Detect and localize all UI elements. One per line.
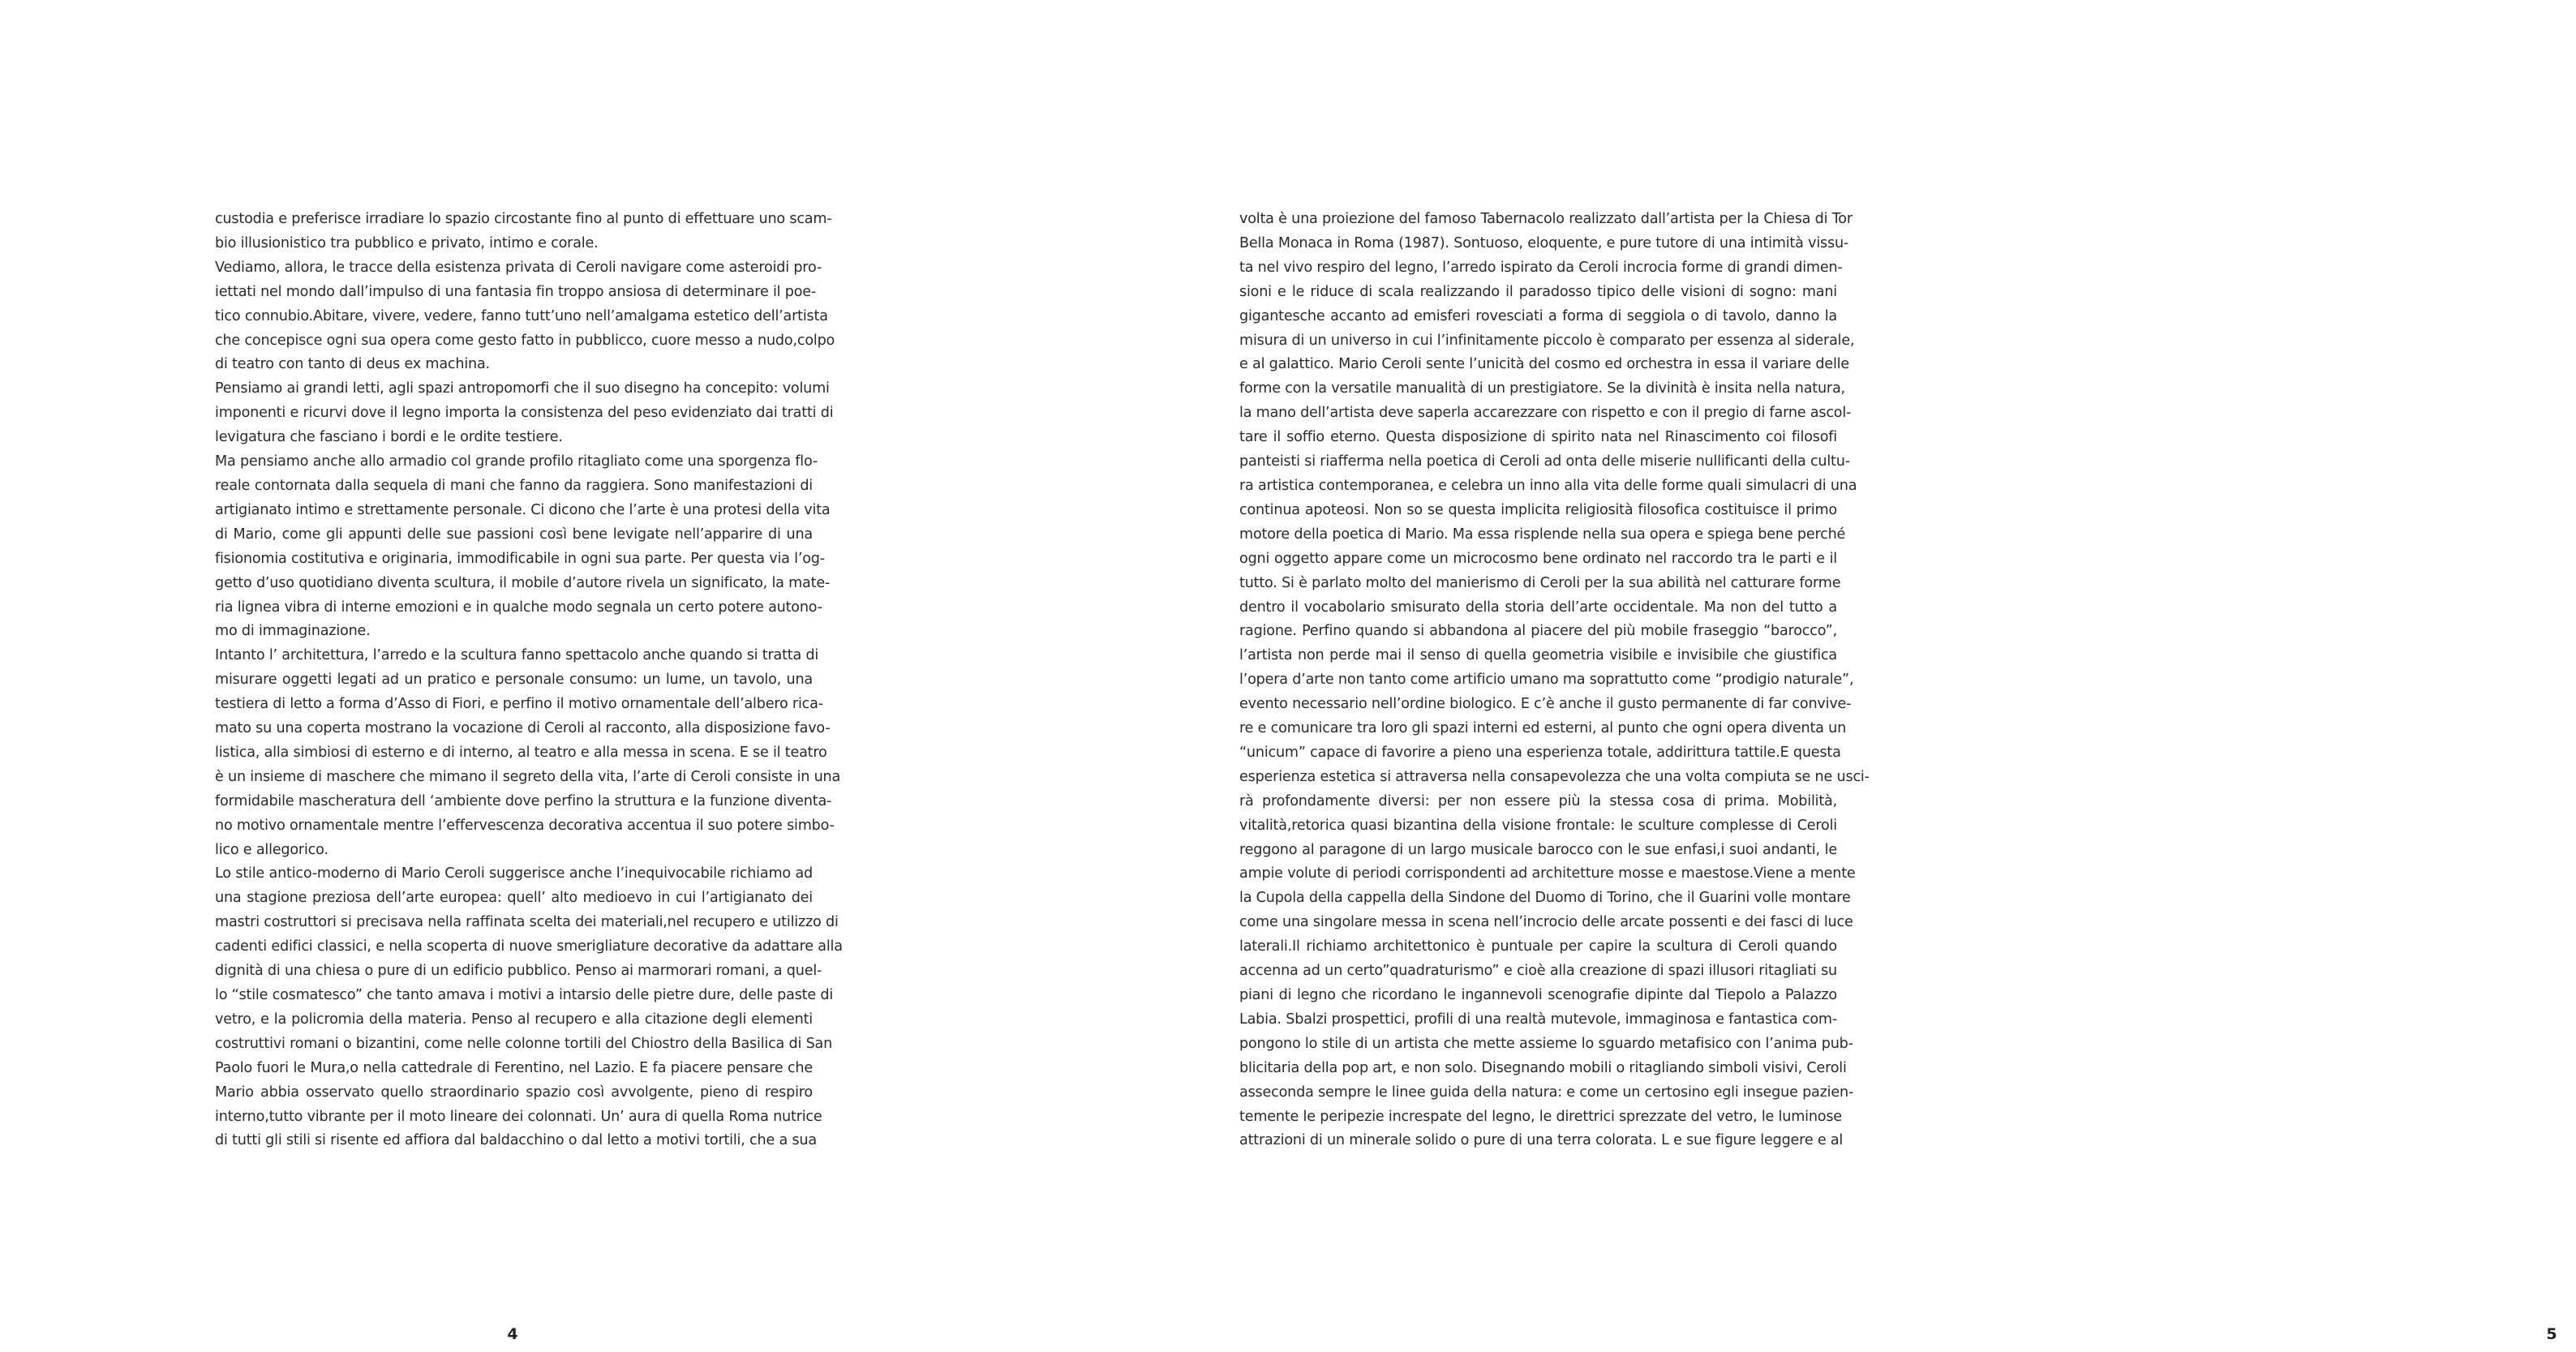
text-line: e al galattico. Mario Ceroli sente l’unicità del cosmo ed orchestra in essa il variare delle bbox=[1239, 356, 1849, 373]
text-line: l’artista non perde mai il senso di quella geometria visibile e invisibile che giustifica bbox=[1239, 647, 1837, 664]
text-line: una stagione preziosa dell’arte europea: quell’ alto medioevo in cui l’artigianato dei bbox=[215, 890, 813, 907]
text-line: mo di immaginazione. bbox=[215, 623, 371, 640]
text-line: forme con la versatile manualità di un prestigiatore. Se la divinità è insita nella natura, bbox=[1239, 380, 1845, 397]
text-line: Ma pensiamo anche allo armadio col grande profilo ritagliato come una sporgenza flo- bbox=[215, 453, 818, 470]
text-line: l’opera d’arte non tanto come artificio umano ma soprattutto come “prodigio naturale”, bbox=[1239, 672, 1854, 689]
text-line: tutto. Si è parlato molto del manierismo di Ceroli per la sua abilità nel catturare forme bbox=[1239, 574, 1841, 591]
text-line: Labia. Sbalzi prospettici, profili di una realtà mutevole, immaginosa e fantastica com- bbox=[1239, 1011, 1837, 1028]
right-page bbox=[1014, 0, 2557, 1352]
text-line: ampie volute di periodi corrispondenti ad architetture mosse e maestose.Viene a mente bbox=[1239, 865, 1856, 882]
text-line: reggono al paragone di un largo musicale barocco con le sue enfasi,i suoi andanti, le bbox=[1239, 841, 1837, 858]
text-line: ragione. Perfino quando si abbandona al piacere del più mobile fraseggio “barocco”, bbox=[1239, 623, 1837, 640]
text-line: Intanto l’ architettura, l’arredo e la scultura fanno spettacolo anche quando si tratta di bbox=[215, 647, 819, 664]
text-line: re e comunicare tra loro gli spazi interni ed esterni, al punto che ogni opera diventa un bbox=[1239, 720, 1847, 737]
text-line: cadenti edifici classici, e nella scoperta di nuove smerigliature decorative da adattare alla bbox=[215, 938, 843, 955]
text-line: custodia e preferisce irradiare lo spazio circostante fino al punto di effettuare uno scam- bbox=[215, 211, 832, 227]
text-line: asseconda sempre le linee guida della natura: e come un certosino egli insegue pazien- bbox=[1239, 1084, 1854, 1101]
right-page-number: 5 bbox=[2546, 1325, 2557, 1343]
left-page bbox=[0, 0, 1014, 1352]
text-line: volta è una proiezione del famoso Tabernacolo realizzato dall’artista per la Chiesa di Tor bbox=[1239, 211, 1853, 227]
text-line: rà profondamente diversi: per non essere più la stessa cosa di prima. Mobilità, bbox=[1239, 792, 1837, 809]
text-line: fisionomia costitutiva e originaria, immodificabile in ogni sua parte. Per questa via l’og- bbox=[215, 550, 825, 567]
text-line: no motivo ornamentale mentre l’effervescenza decorativa accentua il suo potere simbo- bbox=[215, 817, 835, 834]
text-line: testiera di letto a forma d’Asso di Fiori, e perfino il motivo ornamentale dell’albero rica- bbox=[215, 696, 823, 713]
right-page-body-text bbox=[1239, 208, 1870, 1153]
text-line: Paolo fuori le Mura,o nella cattedrale di Ferentino, nel Lazio. E fa piacere pensare che bbox=[215, 1059, 813, 1076]
text-line: di Mario, come gli appunti delle sue passioni così bene levigate nell’apparire di una bbox=[215, 526, 813, 543]
text-line: mastri costruttori si precisava nella raffinata scelta dei materiali,nel recupero e utilizzo di bbox=[215, 914, 839, 931]
text-line: “unicum” capace di favorire a pieno una esperienza totale, addirittura tattile.E questa bbox=[1239, 744, 1841, 761]
text-line: che concepisce ogni sua opera come gesto fatto in pubblicco, cuore messo a nudo,colpo bbox=[215, 332, 835, 349]
text-line: laterali.Il richiamo architettonico è puntuale per capire la scultura di Ceroli quando bbox=[1239, 938, 1837, 955]
text-line: reale contornata dalla sequela di mani che fanno da raggiera. Sono manifestazioni di bbox=[215, 477, 813, 494]
text-line: costruttivi romani o bizantini, come nelle colonne tortili del Chiostro della Basilica di San bbox=[215, 1035, 833, 1052]
text-line: Lo stile antico-moderno di Mario Ceroli suggerisce anche l’inequivocabile richiamo ad bbox=[215, 865, 813, 882]
text-line: è un insieme di maschere che mimano il segreto della vita, l’arte di Ceroli consiste in una bbox=[215, 768, 841, 785]
text-line: tico connubio.Abitare, vivere, vedere, fanno tutt’uno nell’amalgama estetico dell’artista bbox=[215, 307, 828, 324]
text-line: continua apoteosi. Non so se questa implicita religiosità filosofica costituisce il primo bbox=[1239, 501, 1837, 518]
text-line: dignità di una chiesa o pure di un edificio pubblico. Penso ai marmorari romani, a quel- bbox=[215, 963, 822, 980]
left-page-body-text bbox=[215, 208, 843, 1153]
text-line: accenna ad un certo”quadraturismo” e cioè alla creazione di spazi illusori ritagliati su bbox=[1239, 963, 1837, 980]
text-line: interno,tutto vibrante per il moto lineare dei colonnati. Un’ aura di quella Roma nutrice bbox=[215, 1108, 822, 1125]
text-line: gigantesche accanto ad emisferi rovesciati a forma di seggiola o di tavolo, danno la bbox=[1239, 307, 1837, 324]
text-line: evento necessario nell’ordine biologico. E c’è anche il gusto permanente di far convive- bbox=[1239, 696, 1852, 713]
text-line: temente le peripezie increspate del legno, le direttrici sprezzate del vetro, le luminose bbox=[1239, 1108, 1842, 1125]
text-line: vetro, e la policromia della materia. Penso al recupero e alla citazione degli elementi bbox=[215, 1011, 813, 1028]
text-line: misura di un universo in cui l’infinitamente piccolo è comparato per essenza al siderale, bbox=[1239, 332, 1855, 349]
text-line: motore della poetica di Mario. Ma essa risplende nella sua opera e spiega bene perché bbox=[1239, 526, 1846, 543]
text-line: ogni oggetto appare come un microcosmo bene ordinato nel raccordo tra le parti e il bbox=[1239, 550, 1837, 567]
text-line: getto d’uso quotidiano diventa scultura, il mobile d’autore rivela un significato, la mate- bbox=[215, 574, 831, 591]
text-line: esperienza estetica si attraversa nella consapevolezza che una volta compiuta se ne usci- bbox=[1239, 768, 1870, 785]
text-line: Vediamo, allora, le tracce della esistenza privata di Ceroli navigare come asteroidi pro- bbox=[215, 259, 822, 276]
text-line: di teatro con tanto di deus ex machina. bbox=[215, 356, 490, 373]
text-line: la Cupola della cappella della Sindone del Duomo di Torino, che il Guarini volle montare bbox=[1239, 890, 1851, 907]
text-line: formidabile mascheratura dell ‘ambiente dove perfino la struttura e la funzione diventa- bbox=[215, 792, 832, 809]
text-line: ta nel vivo respiro del legno, l’arredo ispirato da Ceroli incrocia forme di grandi dimen- bbox=[1239, 259, 1843, 276]
text-line: vitalità,retorica quasi bizantina della visione frontale: le sculture complesse di Ceroli bbox=[1239, 817, 1837, 834]
text-line: ra artistica contemporanea, e celebra un inno alla vita delle forme quali simulacri di una bbox=[1239, 477, 1857, 494]
text-line: tare il soffio eterno. Questa disposizione di spirito nata nel Rinascimento coi filosofi bbox=[1239, 429, 1837, 446]
text-line: lico e allegorico. bbox=[215, 841, 328, 858]
text-line: listica, alla simbiosi di esterno e di interno, al teatro e alla messa in scena. E se il teatro bbox=[215, 744, 827, 761]
text-line: bio illusionistico tra pubblico e privato, intimo e corale. bbox=[215, 234, 599, 251]
text-line: iettati nel mondo dall’impulso di una fantasia fin troppo ansiosa di determinare il poe- bbox=[215, 283, 817, 300]
left-page-number: 4 bbox=[507, 1325, 518, 1343]
text-line: piani di legno che ricordano le ingannevoli scenografie dipinte dal Tiepolo a Palazzo bbox=[1239, 987, 1837, 1003]
text-line: la mano dell’artista deve saperla accarezzare con rispetto e con il pregio di farne ascol- bbox=[1239, 405, 1852, 422]
text-line: panteisti si riafferma nella poetica di Ceroli ad onta delle miserie nullificanti della cultu- bbox=[1239, 453, 1850, 470]
text-line: sioni e le riduce di scala realizzando il paradosso tipico delle visioni di sogno: mani bbox=[1239, 283, 1837, 300]
text-line: attrazioni di un minerale solido o pure di una terra colorata. L e sue figure leggere e al bbox=[1239, 1132, 1844, 1149]
text-line: Bella Monaca in Roma (1987). Sontuoso, eloquente, e pure tutore di una intimità vissu- bbox=[1239, 234, 1849, 251]
text-line: imponenti e ricurvi dove il legno importa la consistenza del peso evidenziato dai tratti di bbox=[215, 405, 834, 422]
text-line: ria lignea vibra di interne emozioni e in qualche modo segnala un certo potere autono- bbox=[215, 599, 822, 616]
text-line: lo “stile cosmatesco” che tanto amava i motivi a intarsio delle pietre dure, delle paste di bbox=[215, 987, 834, 1003]
text-line: misurare oggetti legati ad un pratico e personale consumo: un lume, un tavolo, una bbox=[215, 672, 813, 689]
text-line: dentro il vocabolario smisurato della storia dell’arte occidentale. Ma non del tutto a bbox=[1239, 599, 1837, 616]
text-line: mato su una coperta mostrano la vocazione di Ceroli al racconto, alla disposizione favo- bbox=[215, 720, 831, 737]
text-line: blicitaria della pop art, e non solo. Disegnando mobili o ritagliando simboli visivi, Ceroli bbox=[1239, 1059, 1847, 1076]
text-line: come una singolare messa in scena nell’incrocio delle arcate possenti e dei fasci di luce bbox=[1239, 914, 1853, 931]
text-line: pongono lo stile di un artista che mette assieme lo sguardo metafisico con l’anima pub- bbox=[1239, 1035, 1853, 1052]
text-line: levigatura che fasciano i bordi e le ordite testiere. bbox=[215, 429, 563, 446]
text-line: artigianato intimo e strettamente personale. Ci dicono che l’arte è una protesi della vita bbox=[215, 501, 831, 518]
text-line: di tutti gli stili si risente ed affiora dal baldacchino o dal letto a motivi tortili, che a sua bbox=[215, 1132, 817, 1149]
text-line: Pensiamo ai grandi letti, agli spazi antropomorfi che il suo disegno ha concepito: volumi bbox=[215, 380, 830, 397]
text-line: Mario abbia osservato quello straordinario spazio così avvolgente, pieno di respiro bbox=[215, 1084, 813, 1101]
